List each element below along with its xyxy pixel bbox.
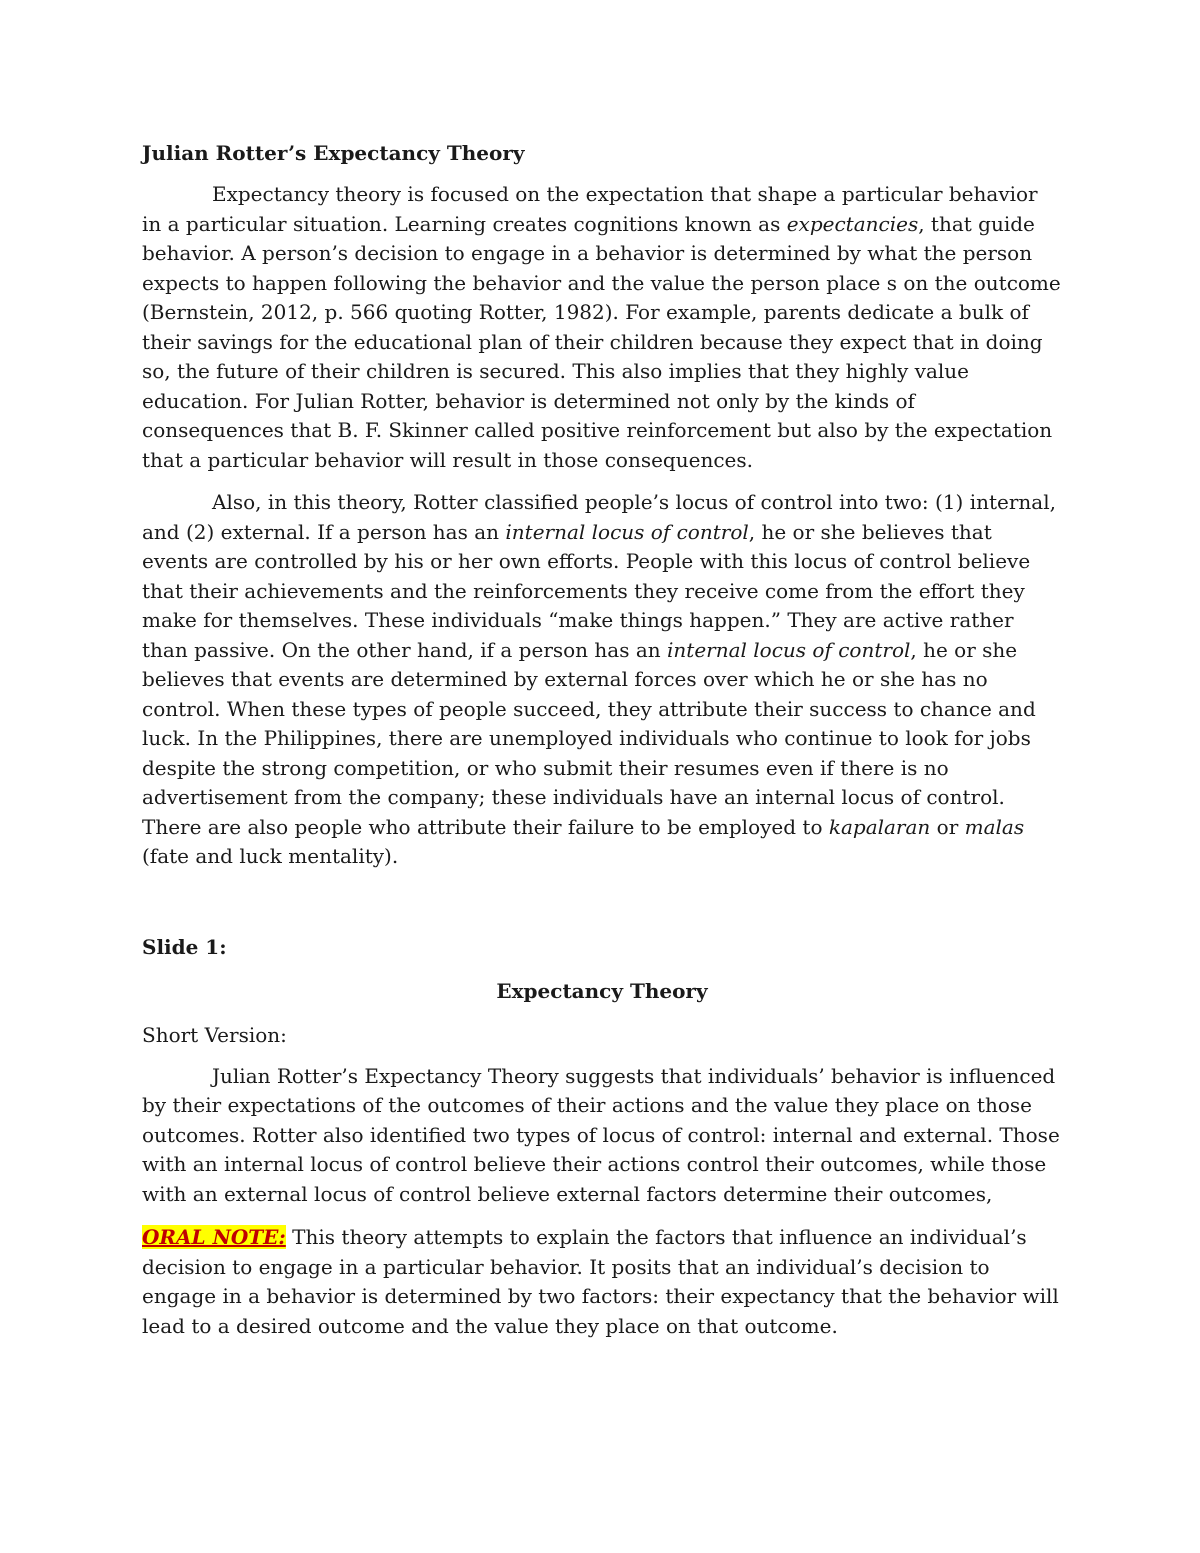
paragraph-text: or (930, 814, 965, 839)
emphasis-term: expectancies (786, 211, 919, 236)
paragraph-text: , that guide behavior. A person’s decision to engage in a behavior is determined by what the person expects to happen following the behavior and the value the person place s on the outcome (Bernstein, 2012, p. 566 quoting Rotter, 1982). For example, parents dedicate a bulk of their savings for the educational plan of their children because they expect that in doing so, the future of their children is secured. This also implies that they highly value education. For Julian Rotter, behavior is determined not only by the kinds of consequences that B. F. Skinner called positive reinforcement but also by the expectation that a particular behavior will result in those consequences. (142, 211, 1061, 472)
oral-note-text: This theory attempts to explain the factors that influence an individual’s decision to engage in a particular behavior. It posits that an individual’s decision to engage in a behavior is determined by two factors: their expectancy that the behavior will lead to a desired outcome and the value they place on that outcome. (142, 1225, 1059, 1338)
emphasis-term: internal locus of control (667, 637, 911, 662)
paragraph-text: (fate and luck mentality). (142, 844, 399, 868)
document-page (142, 138, 1062, 1341)
spacer (142, 872, 1062, 932)
paragraph-short-version: Julian Rotter’s Expectancy Theory suggests that individuals’ behavior is influenced by their expectations of the outcomes of their actions and the value they place on those outcomes. Rotter also identified two types of locus of control: internal and external. Those with an internal locus of control believe their actions control their outcomes, while those with an external locus of control believe external factors determine their outcomes, (142, 1063, 1060, 1206)
paragraph-text: Expectancy theory is focused on the expectation that shape a particular behavior in a particular situation. Learning creates cognitions known as (142, 182, 1038, 236)
slide-label: Slide 1: (142, 934, 227, 959)
oral-note (142, 1223, 1062, 1341)
paragraph-text: , he or she believes that events are determined by external forces over which he or she has no control. When these types of people succeed, they attribute their success to chance and luck. In the Philippines, there are unemployed individuals who continue to look for jobs despite the strong competition, or who submit their resumes even if there is no advertisement from the company; these individuals have an internal locus of control. There are also people who attribute their failure to be employed to (142, 637, 1036, 839)
paragraph-text: Also, in this theory, Rotter classified people’s locus of control into two: (1) internal, and (2) external. If a person has an (142, 490, 1056, 544)
emphasis-term: malas (964, 814, 1025, 839)
slide-title: Expectancy Theory (496, 978, 708, 1003)
emphasis-term: internal locus of control (505, 519, 749, 544)
paragraph-expectancy-intro (142, 180, 1062, 475)
paragraph-locus-of-control (142, 488, 1062, 872)
oral-note-label: ORAL NOTE: (142, 1225, 286, 1249)
document-title: Julian Rotter’s Expectancy Theory (142, 141, 525, 165)
short-version-label: Short Version: (142, 1022, 287, 1047)
paragraph-text: , he or she believes that events are controlled by his or her own efforts. People with this locus of control believe that their achievements and the reinforcements they receive come from the effort they make for themselves. These individuals “make things happen.” They are active rather than passive. On the other hand, if a person has an (142, 519, 1031, 662)
emphasis-term: kapalaran (828, 814, 931, 839)
